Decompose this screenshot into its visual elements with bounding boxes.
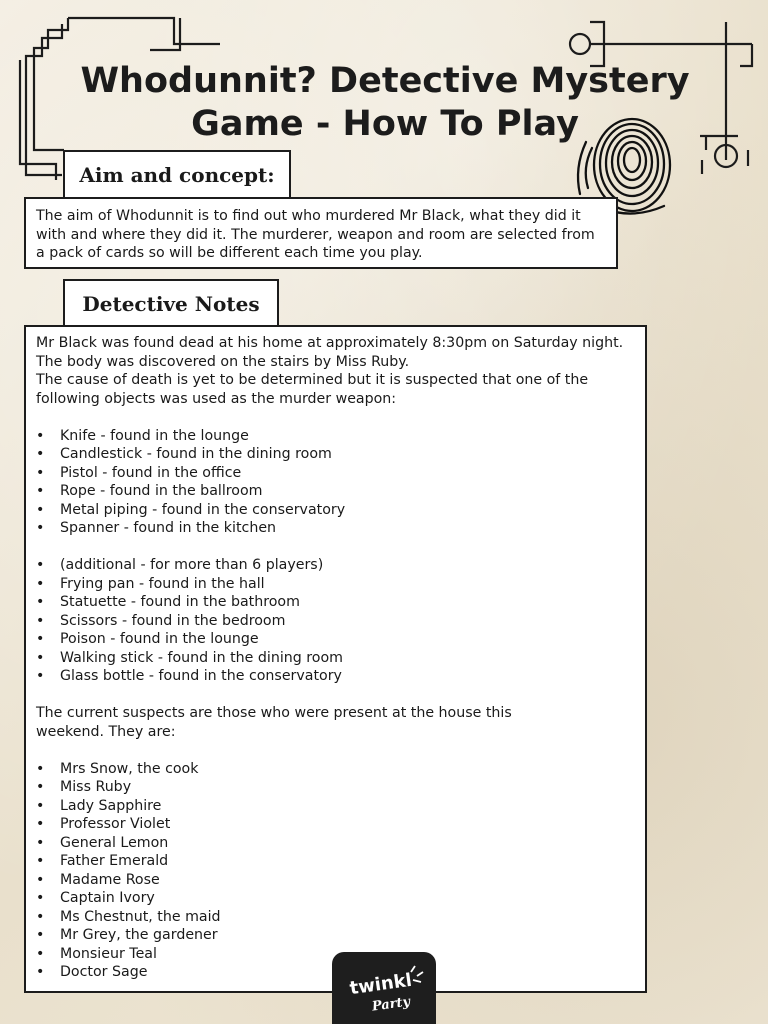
suspects-list (36, 760, 635, 982)
notes-box (24, 325, 647, 993)
twinkl-party-logo (332, 952, 436, 1024)
list-item: • Statuette - found in the bathroom (36, 593, 635, 612)
list-item: • (additional - for more than 6 players) (36, 556, 635, 575)
list-item: • Professor Violet (36, 815, 635, 834)
list-item: • Walking stick - found in the dining room (36, 649, 635, 668)
sparkle-icon (411, 966, 423, 982)
list-item: • Miss Ruby (36, 778, 635, 797)
weapons-list (36, 427, 635, 538)
list-item: • Mr Grey, the gardener (36, 926, 635, 945)
title-line-1: Whodunnit? Detective Mystery (80, 61, 690, 101)
aim-box (24, 197, 618, 269)
list-item: • Father Emerald (36, 852, 635, 871)
notes-intro-1: Mr Black was found dead at his home at approximately 8:30pm on Saturday night. The body was discovered on the stairs by Miss Ruby. (36, 335, 624, 370)
page-title (80, 60, 690, 146)
list-item: • Monsieur Teal (36, 945, 635, 964)
list-item: • Spanner - found in the kitchen (36, 519, 635, 538)
list-item: • Pistol - found in the office (36, 464, 635, 483)
title-line-2: Game - How To Play (191, 104, 579, 144)
suspects-intro: The current suspects are those who were present at the house this weekend. They are: (36, 705, 512, 740)
logo-sub: Party (371, 994, 412, 1015)
list-item: • Rope - found in the ballroom (36, 482, 635, 501)
aim-heading: Aim and concept: (79, 163, 275, 187)
list-item: • Scissors - found in the bedroom (36, 612, 635, 631)
list-item: • Knife - found in the lounge (36, 427, 635, 446)
list-item: • Metal piping - found in the conservatory (36, 501, 635, 520)
notes-intro-2: The cause of death is yet to be determined but it is suspected that one of the following objects was used as the murder weapon: (36, 372, 589, 407)
list-item: • Ms Chestnut, the maid (36, 908, 635, 927)
list-item: • Captain Ivory (36, 889, 635, 908)
list-item: • Poison - found in the lounge (36, 630, 635, 649)
notes-heading: Detective Notes (82, 292, 260, 316)
aim-text: The aim of Whodunnit is to find out who murdered Mr Black, what they did it with and where they did it. The murderer, weapon and room are selected from a pack of cards so will be different each time you play. (36, 208, 595, 261)
list-item: • Doctor Sage (36, 963, 635, 982)
list-item: • General Lemon (36, 834, 635, 853)
list-item: • Candlestick - found in the dining room (36, 445, 635, 464)
list-item: • Mrs Snow, the cook (36, 760, 635, 779)
extra-weapons-list (36, 556, 635, 686)
list-item: • Lady Sapphire (36, 797, 635, 816)
list-item: • Madame Rose (36, 871, 635, 890)
logo-graphic (341, 960, 427, 1016)
list-item: • Frying pan - found in the hall (36, 575, 635, 594)
notes-heading-tab (63, 279, 279, 327)
logo-brand: twinkl (348, 969, 414, 1000)
list-item: • Glass bottle - found in the conservatory (36, 667, 635, 686)
aim-heading-tab (63, 150, 291, 198)
